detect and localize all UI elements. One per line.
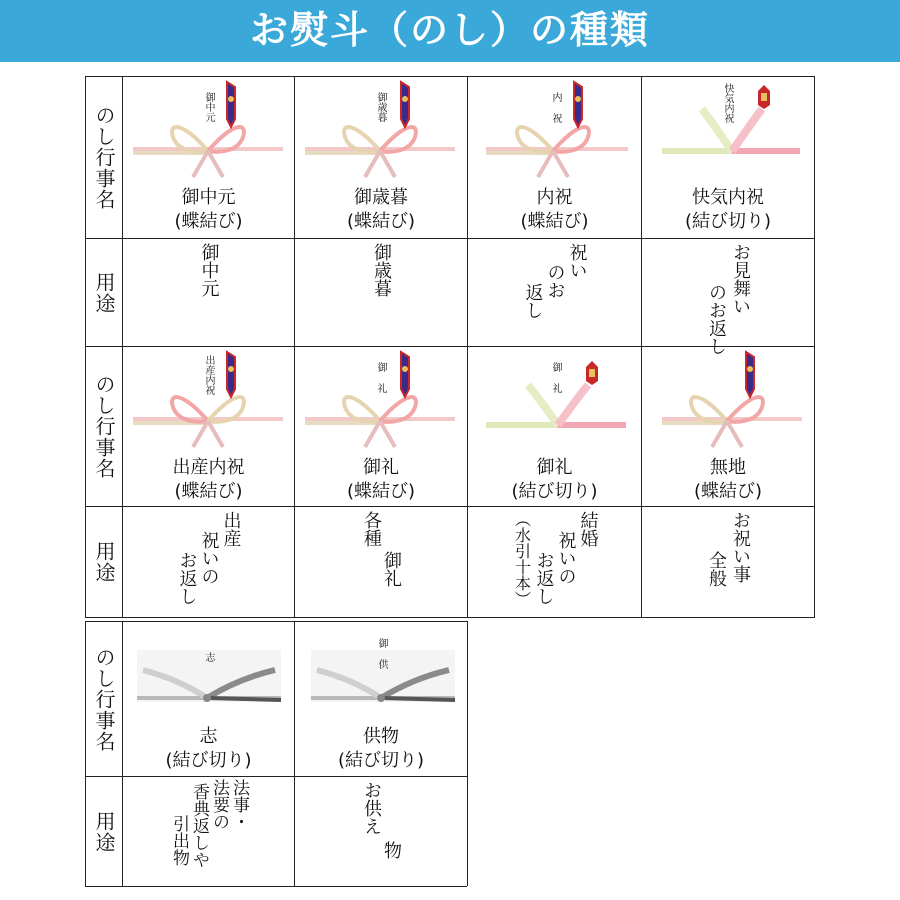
noshi-cell-kaikiuchiiwai: 快気内祝 快気内祝 (結び切り)	[642, 77, 814, 238]
usage-cell: 各種 御礼	[361, 511, 402, 587]
noshi-cell-oseibo: 御歳暮 御歳暮 (蝶結び)	[295, 77, 467, 238]
noshi-name: 御礼	[363, 457, 399, 478]
usage-cell: お供え 物	[361, 781, 402, 859]
usage-cell: 祝い のお 返し	[522, 243, 588, 319]
noshi-name: 志	[199, 726, 218, 747]
noshi-name: 内祝	[536, 187, 573, 208]
noshi-cell-orei: 御 礼 御礼 (蝶結び)	[295, 347, 467, 506]
row-label-usage: 用途	[92, 541, 116, 583]
noshi-cell-uchiiwai: 内 祝 内祝 (蝶結び)	[468, 77, 641, 238]
usage-cell: 御中元	[198, 243, 220, 297]
knot-type: (蝶結び)	[346, 211, 416, 232]
table-border	[85, 617, 815, 618]
usage-cell: 法事・ 法要の 香典返しや 引出物	[169, 779, 249, 868]
tied-knot-icon	[123, 622, 294, 722]
knot-type: (結び切り)	[684, 211, 772, 232]
usage-cell: 出産 祝いの お返し	[176, 511, 242, 605]
table-border	[85, 886, 467, 887]
row-label-noshi: のし行事名	[92, 646, 116, 752]
noshi-cell-shussanuchiiwai: 出産内祝 出産内祝 (蝶結び)	[123, 347, 294, 506]
usage-cell: お見舞い のお返し	[706, 243, 751, 355]
noshi-cell-kumotsu: 御 供 供物 (結び切り)	[295, 622, 467, 776]
noshi-name: 出産内祝	[172, 457, 245, 478]
noshi-name: 御中元	[181, 187, 236, 208]
noshi-cell-orei-musubikiri: 御 礼 御礼 (結び切り)	[468, 347, 641, 506]
usage-cell: 結婚 祝いの お返し （水引十本）	[512, 511, 599, 607]
usage-cell: お祝い事 全般	[706, 511, 751, 587]
row-label-usage: 用途	[92, 810, 116, 853]
noshi-name: 快気内祝	[692, 187, 764, 208]
noshi-name: 無地	[710, 457, 746, 478]
knot-type: (結び切り)	[337, 750, 425, 771]
row-label-noshi: のし行事名	[92, 105, 116, 210]
noshi-name: 御礼	[536, 457, 573, 478]
row-label-noshi: のし行事名	[92, 374, 116, 479]
table-border	[467, 621, 468, 886]
tied-knot-icon	[295, 622, 467, 722]
noshi-cell-ochugen: 御中元 御中元 (蝶結び)	[123, 77, 294, 238]
knot-type: (結び切り)	[165, 750, 252, 771]
butterfly-knot-icon	[642, 347, 814, 457]
usage-cell: 御歳暮	[371, 243, 392, 297]
knot-type: (蝶結び)	[174, 481, 243, 502]
page-title: お熨斗（のし）の種類	[249, 8, 650, 52]
noshi-cell-muji	[642, 347, 814, 506]
knot-type: (蝶結び)	[174, 211, 243, 232]
noshi-name: 御歳暮	[354, 187, 408, 208]
row-label-usage: 用途	[92, 271, 116, 314]
knot-type: (蝶結び)	[520, 211, 589, 232]
knot-type: (蝶結び)	[693, 481, 763, 502]
knot-type: (結び切り)	[511, 481, 598, 502]
knot-type: (蝶結び)	[346, 481, 416, 502]
noshi-name: 供物	[363, 726, 399, 747]
table-border	[814, 76, 815, 617]
noshi-cell-kokorozashi: 志 志 (結び切り)	[123, 622, 294, 776]
